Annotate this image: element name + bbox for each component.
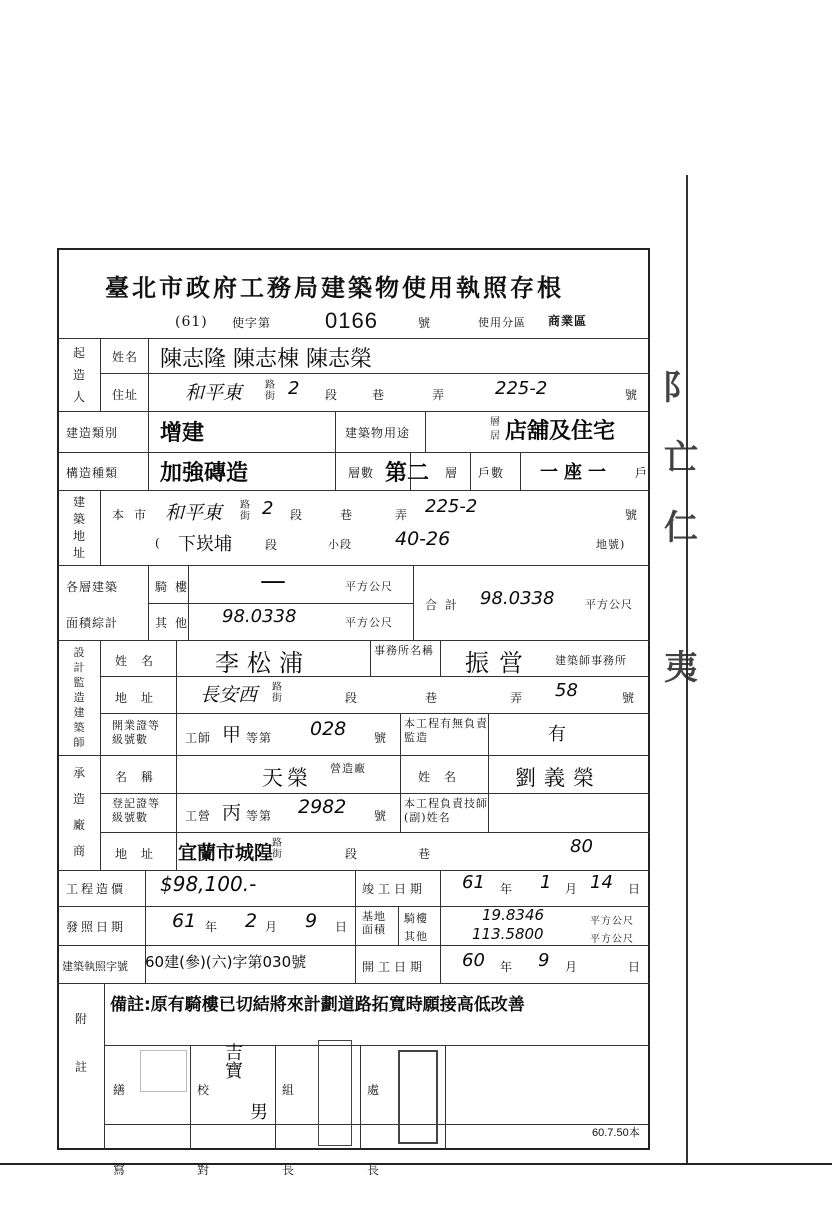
bleed-mark: 阝 <box>662 368 696 408</box>
rule <box>488 755 489 793</box>
applicant-lane-label: 巷 <box>372 388 386 402</box>
contractor-person-label: 姓名 <box>418 770 471 784</box>
contractor-person-value: 劉義榮 <box>515 766 602 790</box>
architect-lane-label: 巷 <box>425 691 439 705</box>
rule <box>440 870 441 983</box>
rule <box>57 640 650 641</box>
site-city: 本市 <box>112 508 157 522</box>
start-m: 月 <box>565 960 579 974</box>
contractor-reg-no: 2982 <box>298 796 347 818</box>
site-section-label: 建築地址 <box>72 495 85 560</box>
contractor-name-suffix: 營造廠 <box>330 762 366 775</box>
base-other-label: 其他 <box>404 930 428 943</box>
architect-addr-label: 地址 <box>115 691 168 705</box>
area-other-value: 98.0338 <box>222 606 297 627</box>
rule <box>488 713 489 755</box>
rule <box>445 1045 446 1150</box>
area-label-2: 面積綜計 <box>66 616 119 630</box>
sign-group-label: 組長 <box>281 1083 294 1177</box>
applicant-name-value: 陳志隆 陳志棟 陳志榮 <box>160 347 372 372</box>
base-arcade-label: 騎樓 <box>404 912 428 925</box>
start-month: 9 <box>538 950 550 971</box>
notes-text: 備註:原有騎樓已切結將來計劃道路拓寬時願接高低改善 <box>110 995 525 1015</box>
rule <box>100 490 101 565</box>
rule <box>370 640 371 676</box>
done-y: 年 <box>500 882 514 896</box>
contractor-addr-no: 80 <box>570 836 593 857</box>
contractor-reg-prefix: 工營 <box>185 809 212 823</box>
site-sec-label: 段 <box>290 508 304 522</box>
site-road-suffix: 路街 <box>240 500 251 522</box>
build-type-label: 建造類別 <box>66 426 119 440</box>
contractor-addr-label: 地址 <box>115 847 168 861</box>
license-label: 建築執照字號 <box>62 960 128 973</box>
rule <box>100 676 650 677</box>
rule <box>148 411 149 490</box>
license-value: 60建(參)(六)字第030號 <box>145 953 307 971</box>
lot-no-label: 地號) <box>596 538 626 551</box>
check-stamp-2: 男 <box>250 1102 268 1123</box>
done-label: 竣工日期 <box>362 882 427 896</box>
applicant-alley-label: 弄 <box>432 388 446 402</box>
issue-y: 年 <box>205 920 219 934</box>
rule <box>57 411 650 412</box>
area-unit-2: 平方公尺 <box>345 616 393 629</box>
rule <box>190 1045 191 1150</box>
contractor-name-label: 名稱 <box>115 770 168 784</box>
page-title: 臺北市政府工務局建築物使用執照存根 <box>105 273 564 302</box>
area-total-label: 合計 <box>425 598 466 612</box>
start-year: 60 <box>462 950 485 971</box>
applicant-name-label: 姓名 <box>112 350 139 364</box>
scan-bottom-edge <box>0 1163 832 1165</box>
rule <box>488 793 489 832</box>
contractor-sec-label: 段 <box>345 847 359 861</box>
area-other-label: 其他 <box>155 616 196 630</box>
rule <box>400 755 401 793</box>
architect-name-value: 李松浦 <box>215 649 311 677</box>
supervise-value: 有 <box>548 724 566 745</box>
start-d: 日 <box>628 960 642 974</box>
site-lot-area: 下崁埔 <box>178 534 232 555</box>
contractor-reg-suffix: 號 <box>374 809 388 823</box>
build-use-label: 建築物用途 <box>345 426 411 440</box>
rule <box>176 640 177 870</box>
site-sec: 2 <box>262 498 274 519</box>
base-label: 基地面積 <box>362 910 386 936</box>
architect-reg-no: 028 <box>310 718 347 740</box>
contractor-reg-label: 登記證等級號數 <box>112 797 160 824</box>
bleed-mark: 仁 <box>664 508 698 548</box>
units-label: 戶數 <box>478 466 505 480</box>
rule <box>100 640 101 870</box>
base-unit-1: 平方公尺 <box>590 916 634 927</box>
floors-label: 層數 <box>348 466 375 480</box>
rule <box>398 906 399 945</box>
contractor-reg-mid: 等第 <box>246 809 273 823</box>
architect-reg-prefix: 工師 <box>185 731 212 745</box>
architect-name-label: 姓名 <box>115 654 168 668</box>
lot-no: 40-26 <box>395 528 451 550</box>
done-d: 日 <box>628 882 642 896</box>
base-arcade-value: 19.8346 <box>482 906 545 924</box>
rule <box>440 640 441 676</box>
zone-label: 使用分區 <box>478 316 526 329</box>
rule <box>57 755 650 756</box>
issue-month: 2 <box>245 910 258 932</box>
units-suffix: 戶 <box>635 466 649 480</box>
done-m: 月 <box>565 882 579 896</box>
rule <box>400 713 401 755</box>
architect-section-label: 設計監造建築師 <box>73 646 85 749</box>
architect-road-suffix: 路街 <box>272 682 283 704</box>
contractor-addr-value: 宜蘭市城隍 <box>178 842 274 864</box>
rule <box>400 793 401 832</box>
applicant-addr-no: 225-2 <box>495 378 548 399</box>
sign-write-label: 繕寫 <box>112 1083 125 1177</box>
build-type-value: 增建 <box>160 421 205 446</box>
rule <box>100 793 650 794</box>
floors-value: 第二 <box>385 461 430 486</box>
rule <box>57 452 650 453</box>
rule <box>520 452 521 490</box>
permit-prefix: (61) <box>175 314 208 330</box>
rule <box>100 832 650 833</box>
cost-value: $98,100.- <box>160 872 257 896</box>
site-alley-label: 弄 <box>395 508 409 522</box>
rule <box>275 1045 276 1150</box>
base-other-value: 113.5800 <box>472 925 544 943</box>
start-label: 開工日期 <box>362 960 427 974</box>
floor-use-prefix: 層居 <box>490 417 501 442</box>
applicant-addr-sec: 2 <box>288 378 300 399</box>
site-no-label: 號 <box>625 508 639 522</box>
permit-suffix: 號 <box>418 316 432 330</box>
issue-m: 月 <box>265 920 279 934</box>
floor-use-value: 店舖及住宅 <box>505 419 616 444</box>
rule <box>360 1045 361 1150</box>
rule <box>148 565 149 640</box>
rule <box>355 870 356 983</box>
cost-label: 工程造價 <box>66 882 127 896</box>
bleed-mark: 夷 <box>664 648 698 688</box>
rule <box>57 490 650 491</box>
rule <box>470 452 471 490</box>
architect-office-value: 振営 <box>465 649 533 677</box>
rule <box>104 983 105 1150</box>
supervise-label: 本工程有無負責監造 <box>404 717 488 744</box>
rule <box>335 411 336 490</box>
site-paren: ( <box>155 536 161 550</box>
applicant-sec-label: 段 <box>325 388 339 402</box>
issue-d: 日 <box>335 920 349 934</box>
sign-dept-label: 處長 <box>366 1083 379 1177</box>
architect-addr-road: 長安西 <box>200 684 258 706</box>
struct-label: 構造種類 <box>66 466 119 480</box>
area-unit-3: 平方公尺 <box>585 598 633 611</box>
floors-suffix: 層 <box>445 466 459 480</box>
architect-reg-grade: 甲 <box>222 724 242 746</box>
site-road: 和平東 <box>165 502 223 524</box>
applicant-road-suffix: 路街 <box>265 380 276 402</box>
applicant-addr-label: 住址 <box>112 388 139 402</box>
footer-note: 60.7.50本 <box>592 1127 640 1139</box>
dept-seal <box>398 1050 438 1144</box>
architect-no-label: 號 <box>622 691 636 705</box>
rule <box>104 1045 650 1046</box>
start-y: 年 <box>500 960 514 974</box>
sign-check-label: 校對 <box>196 1083 209 1177</box>
architect-addr-no: 58 <box>555 680 578 701</box>
architect-alley-label: 弄 <box>510 691 524 705</box>
done-year: 61 <box>462 872 485 893</box>
struct-value: 加強磚造 <box>160 461 249 486</box>
done-month: 1 <box>540 872 552 893</box>
permit-number: 0166 <box>325 308 378 333</box>
contractor-name-value: 天榮 <box>262 766 312 790</box>
applicant-section-label: 起造人 <box>72 346 85 404</box>
check-stamp: 吉寶 <box>225 1043 243 1082</box>
architect-reg-label: 開業證等級號數 <box>112 719 160 746</box>
done-day: 14 <box>590 872 613 893</box>
architect-reg-mid: 等第 <box>246 731 273 745</box>
rule <box>148 338 149 411</box>
applicant-no-label: 號 <box>625 388 639 402</box>
issue-label: 發照日期 <box>66 920 127 934</box>
architect-sec-label: 段 <box>345 691 359 705</box>
bleed-mark: 亡 <box>664 438 698 478</box>
area-arcade-value: — <box>260 566 286 596</box>
contractor-tech-label: 本工程負責技師(副)姓名 <box>404 797 488 824</box>
rule <box>100 338 101 411</box>
rule <box>57 338 650 339</box>
rule <box>425 411 426 452</box>
permit-kind: 使字第 <box>232 316 272 330</box>
area-unit-1: 平方公尺 <box>345 580 393 593</box>
site-lane-label: 巷 <box>340 508 354 522</box>
rule <box>413 565 414 640</box>
rule <box>57 565 650 566</box>
area-label-1: 各層建築 <box>66 580 119 594</box>
contractor-reg-grade: 丙 <box>222 802 242 824</box>
contractor-road-suffix: 路街 <box>272 838 283 860</box>
base-unit-2: 平方公尺 <box>590 934 634 945</box>
contractor-lane-label: 巷 <box>418 847 432 861</box>
architect-reg-suffix: 號 <box>374 731 388 745</box>
notes-section-label: 附註 <box>74 1012 87 1074</box>
contractor-section-label: 承造廠商 <box>72 766 85 858</box>
units-value: 一座一 <box>540 462 612 483</box>
group-seal <box>318 1040 352 1146</box>
architect-office-suffix: 建築師事務所 <box>555 654 627 667</box>
architect-office-label: 事務所名稱 <box>374 644 434 657</box>
issue-year: 61 <box>172 910 197 932</box>
rule <box>100 713 650 714</box>
rule <box>57 983 650 984</box>
area-total-value: 98.0338 <box>480 588 555 609</box>
zone-value: 商業區 <box>548 314 588 328</box>
area-arcade-label: 騎樓 <box>155 580 196 594</box>
site-no: 225-2 <box>425 496 478 517</box>
lot-sec-label: 段 <box>265 538 279 552</box>
stamp-faded <box>140 1050 187 1092</box>
applicant-addr-road: 和平東 <box>185 382 243 404</box>
lot-sub-label: 小段 <box>328 538 352 551</box>
rule <box>100 373 650 374</box>
issue-day: 9 <box>305 910 318 932</box>
